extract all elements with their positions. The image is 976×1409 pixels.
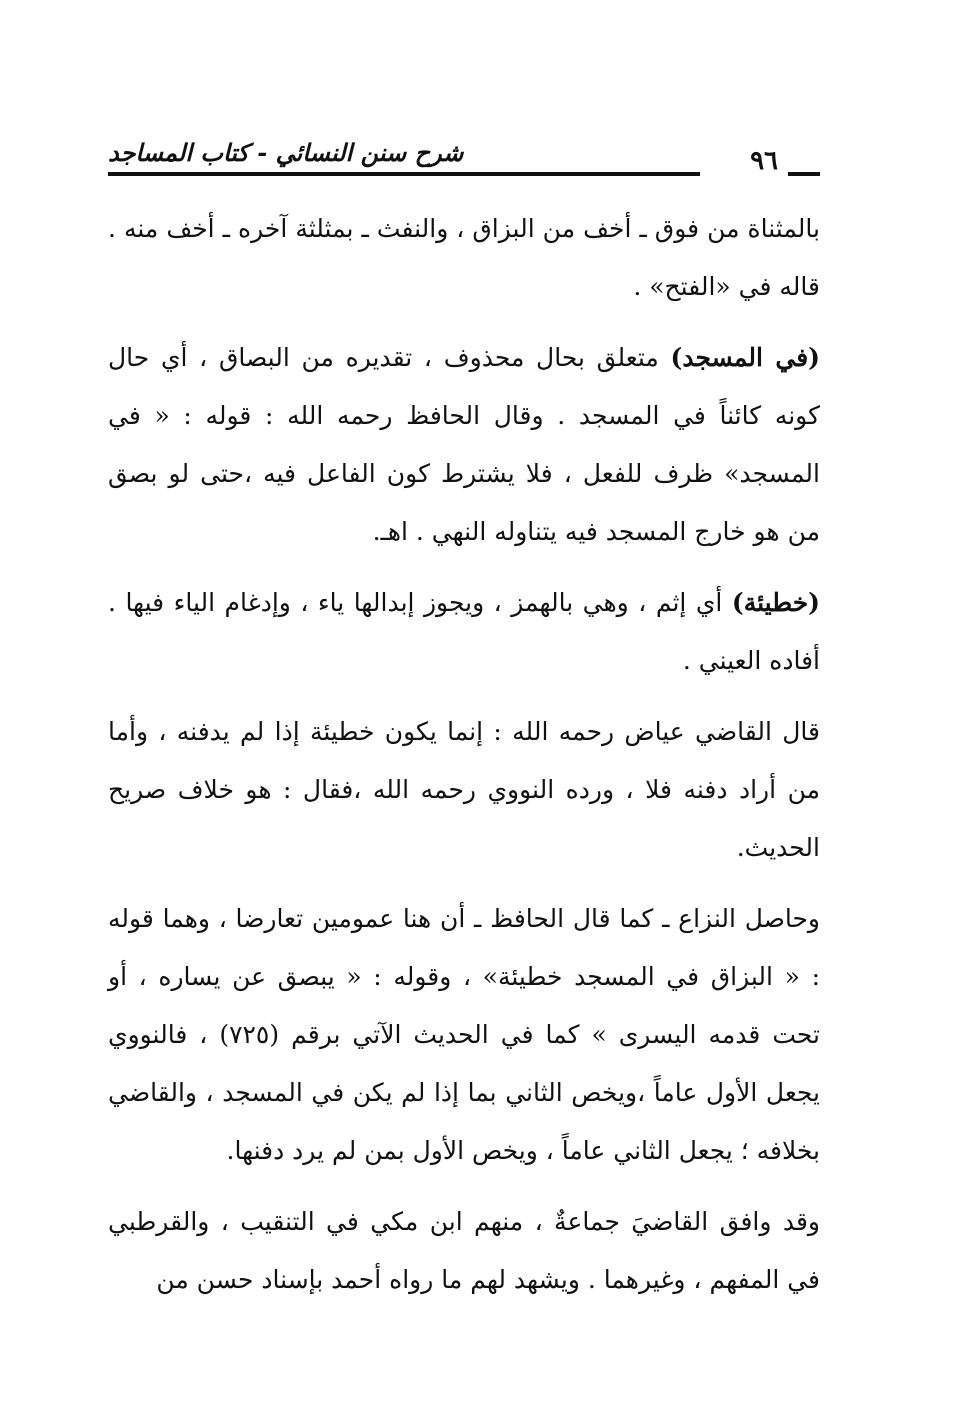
body-text <box>108 200 820 1322</box>
paragraph-text: قال القاضي عياض رحمه الله : إنما يكون خطيئة إذا لم يدفنه ، وأما من أراد دفنه فلا ، ورده النووي رحمه الله ،فقال : هو خلاف صريح الحديث. <box>108 717 820 862</box>
paragraph-text: أي إثم ، وهي بالهمز ، ويجوز إبدالها ياء ، وإدغام الياء فيها . أفاده العيني . <box>108 588 820 675</box>
paragraph-lead: (خطيئة) <box>731 588 820 617</box>
page-number: ٩٦ <box>750 146 778 176</box>
paragraph-lead: (في المسجد) <box>670 343 820 372</box>
paragraph <box>108 890 820 1180</box>
paragraph <box>108 574 820 690</box>
paragraph-text: متعلق بحال محذوف ، تقديره من البصاق ، أي حال كونه كائناً في المسجد . وقال الحافظ رحمه الله : قوله : « في المسجد» ظرف للفعل ، فلا يشترط كون الفاعل فيه ،حتى لو بصق من هو خارج المسجد فيه يتناوله النهي . اهـ. <box>108 343 820 546</box>
paragraph-text: بالمثناة من فوق ـ أخف من البزاق ، والنفث ـ بمثلثة آخره ـ أخف منه . قاله في «الفتح» . <box>108 214 820 301</box>
paragraph-text: وقد وافق القاضيَ جماعةٌ ، منهم ابن مكي في التنقيب ، والقرطبي في المفهم ، وغيرهما . ويشهد لهم ما رواه أحمد بإسناد حسن من <box>108 1207 820 1294</box>
header-rule <box>108 172 700 176</box>
page-header <box>108 138 820 186</box>
paragraph-text: وحاصل النزاع ـ كما قال الحافظ ـ أن هنا عمومين تعارضا ، وهما قوله : « البزاق في المسجد خطيئة» ، وقوله : « يبصق عن يساره ، أو تحت قدمه اليسرى » كما في الحديث الآتي برقم (٧٢٥) ، فالنووي يجعل الأول عاماً ،ويخص الثاني بما إذا لم يكن في المسجد ، والقاضي بخلافه ؛ يجعل الثاني عاماً ، ويخص الأول بمن لم يرد دفنها. <box>108 904 820 1165</box>
page-number-dash <box>788 172 820 176</box>
paragraph <box>108 329 820 561</box>
paragraph <box>108 1193 820 1309</box>
running-title: شرح سنن النسائي - كتاب المساجد <box>108 138 464 167</box>
paragraph <box>108 703 820 877</box>
paragraph <box>108 200 820 316</box>
